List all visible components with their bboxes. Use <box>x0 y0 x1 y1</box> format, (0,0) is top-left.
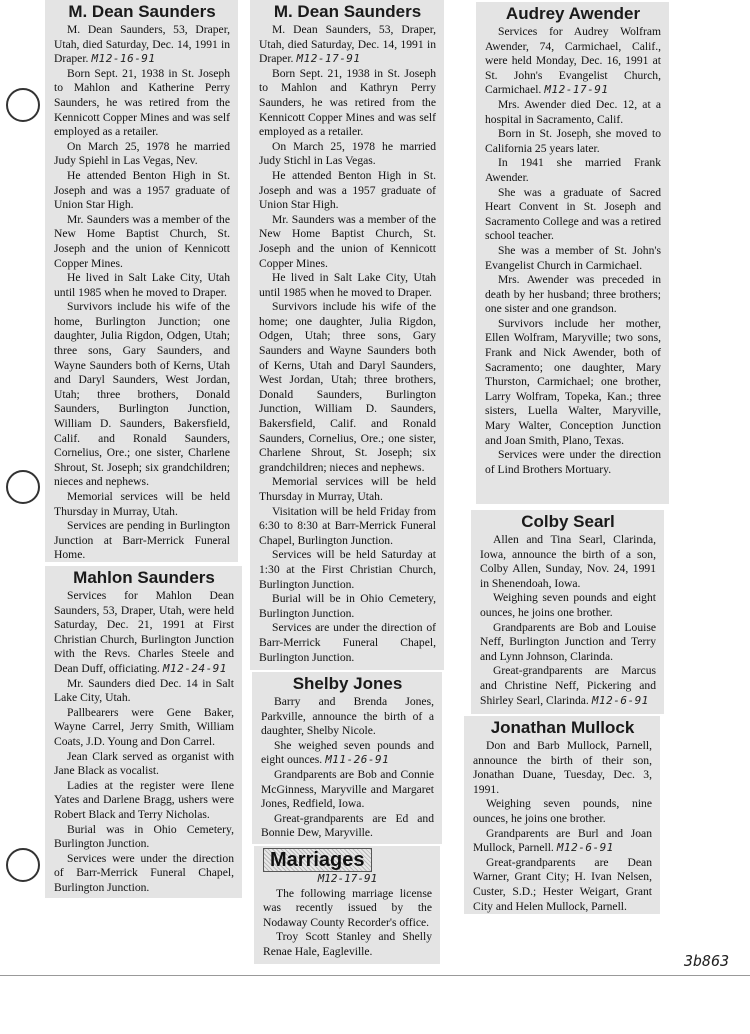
paragraph: Jean Clark served as organist with Jane Black as vocalist. <box>54 749 234 778</box>
paragraph: Survivors include her mother, Ellen Wolfram, Maryville; two sons, Frank and Nick Awender, both of Sacramento; one daughter, Mary Thurston, Carmichael; one brother, Larry Wolfram, Topeka, Kan.; three sisters, Luella Walter, Maryville, Mary Walter, Conception Junction and Joan Smith, Plano, Texas. <box>485 316 661 447</box>
binder-hole-bottom <box>6 848 40 882</box>
paragraph: On March 25, 1978 he married Judy Stichl in Las Vegas. <box>259 139 436 168</box>
paragraph: Memorial services will be held Thursday in Murray, Utah. <box>54 490 230 518</box>
paragraph: Services will be held Saturday at 1:30 at the First Christian Church, Burlington Junction. <box>259 548 436 591</box>
paragraph: The following marriage license was recently issued by the Nodaway County Recorder's office. <box>263 886 432 929</box>
clipping-heading: M. Dean Saunders <box>68 2 216 21</box>
paragraph: Mrs. Awender died Dec. 12, at a hospital in Sacramento, Calif. <box>485 97 661 126</box>
paragraph: Pallbearers were Gene Baker, Wayne Carrel, Jerry Smith, William Coats, J.D. Young and Don Carrel. <box>54 705 234 748</box>
paragraph: Barry and Brenda Jones, Parkville, announce the birth of a daughter, Shelby Nicole. <box>261 695 434 738</box>
marriages-heading-wrap <box>263 848 432 872</box>
paragraph: Mrs. Awender was preceded in death by her husband; three brothers; one sister and one grandson. <box>485 273 661 316</box>
paragraph: Weighing seven pounds and eight ounces, he joins one brother. <box>480 591 656 619</box>
paragraph: Mr. Saunders was a member of the New Home Baptist Church, St. Joseph and the union of Kennicott Copper Mines. <box>54 212 230 270</box>
paragraph: Mr. Saunders was a member of the New Home Baptist Church, St. Joseph and the union of Kennicott Copper Mines. <box>259 212 436 270</box>
clipping-heading: Marriages <box>263 848 372 872</box>
paragraph: Services were under the direction of Lind Brothers Mortuary. <box>485 448 661 476</box>
paragraph: Grandparents are Bob and Louise Neff, Burlington Junction and Terry and Lynn Johnson, Clarinda. <box>480 620 656 663</box>
paragraph: Burial was in Ohio Cemetery, Burlington Junction. <box>54 822 234 851</box>
paragraph: Grandparents are Burl and Joan Mullock, Parnell. M12-6-91 <box>473 826 652 855</box>
paragraph: M. Dean Saunders, 53, Draper, Utah, died Saturday, Dec. 14, 1991 in Draper. M12-16-91 <box>54 23 230 66</box>
clipping-heading: M. Dean Saunders <box>273 2 422 21</box>
paragraph: Allen and Tina Searl, Clarinda, Iowa, announce the birth of a son, Colby Allen, Sunday, Nov. 24, 1991 in Shenendoah, Iowa. <box>480 533 656 590</box>
paragraph: Services were under the direction of Barr-Merrick Funeral Chapel, Burlington Junction. <box>54 851 234 894</box>
paragraph: Survivors include his wife of the home, Burlington Junction; one daughter, Julia Rigdon, Odgen, Utah; three sons, Gary Saunders, and Wayne Saunders both of Kerns, Utah and Daryl Saunders, West Jordan, Utah; three brothers, Donald Saunders, Burlington Junction, William D. Saunders, Bakersfield, Calif. and Ronald Saunders, Cornelius, Ore.; one sister, Charlene Shrout, St. Joseph; six grandchildren; nieces and nephews. <box>54 300 230 489</box>
handwritten-date: M12-17-91 <box>544 83 609 97</box>
paragraph: Services for Mahlon Dean Saunders, 53, Draper, Utah, were held Saturday, Dec. 21, 1991 at First Christian Church, Burlington Junction with the Revs. Charles Steele and Dean Duff, officiating. M12-24-91 <box>54 589 234 675</box>
paragraph: Great-grandparents are Marcus and Christine Neff, Pickering and Shirley Searl, Clarinda. M12-6-91 <box>480 664 656 707</box>
paragraph: Visitation will be held Friday from 6:30 to 8:30 at Barr-Merrick Funeral Chapel, Burlington Junction. <box>259 504 436 547</box>
birth-announcement-shelby-jones <box>252 672 442 844</box>
paragraph: She was a graduate of Sacred Heart Convent in St. Joseph and Sacramento College and was a retired school teacher. <box>485 185 661 243</box>
paragraph: He lived in Salt Lake City, Utah until 1985 when he moved to Draper. <box>54 271 230 299</box>
handwritten-catalog-number: 3b863 <box>684 952 730 970</box>
obituary-dean-saunders-left <box>45 0 238 562</box>
paragraph: Born in St. Joseph, she moved to California 25 years later. <box>485 127 661 155</box>
paragraph: Great-grandparents are Ed and Bonnie Dew, Maryville. <box>261 811 434 840</box>
paragraph: M. Dean Saunders, 53, Draper, Utah, died Saturday, Dec. 14, 1991 in Draper. M12-17-91 <box>259 23 436 66</box>
handwritten-date: M12-24-91 <box>162 661 227 675</box>
paragraph: Survivors include his wife of the home; one daughter, Julia Rigdon, Odgen, Utah; three sons, Gary Saunders and Wayne Saunders both of Kerns, Utah and Daryl Saunders, West Jordan, Utah; three brothers, Donald Saunders, Burlington Junction, William D. Saunders, Bakersfield, Calif. and Ronald Saunders, Cornelius, Ore.; one sister, Charlene Shrout, St. Joseph; six grandchildren; nieces and nephews. <box>259 300 436 474</box>
handwritten-date: M12-16-91 <box>91 52 156 66</box>
clipping-heading: Jonathan Mullock <box>490 718 635 737</box>
birth-announcement-jonathan-mullock <box>464 716 660 914</box>
paragraph: She weighed seven pounds and eight ounces. M11-26-91 <box>261 738 434 767</box>
paragraph: He lived in Salt Lake City, Utah until 1985 when he moved to Draper. <box>259 271 436 299</box>
paragraph: Services for Audrey Wolfram Awender, 74, Carmichael, Calif., were held Monday, Dec. 16, 1991 at St. John's Evangelist Church, Carmichael. M12-17-91 <box>485 25 661 97</box>
paragraph: Services are under the direction of Barr-Merrick Funeral Chapel, Burlington Junction. <box>259 621 436 664</box>
paragraph: Memorial services will be held Thursday in Murray, Utah. <box>259 475 436 503</box>
clipping-heading: Colby Searl <box>521 512 615 531</box>
paragraph: He attended Benton High in St. Joseph and was a 1957 graduate of Union Star High. <box>54 168 230 212</box>
paragraph: Weighing seven pounds, nine ounces, he joins one brother. <box>473 797 652 825</box>
paragraph: Born Sept. 21, 1938 in St. Joseph to Mahlon and Kathryn Perry Saunders, he was retired from the Kennicott Copper Mines and was self employed as a retailer. <box>259 66 436 139</box>
page-bottom-edge <box>0 975 750 1034</box>
paragraph: On March 25, 1978 he married Judy Spiehl in Las Vegas, Nev. <box>54 139 230 168</box>
paragraph: Troy Scott Stanley and Shelly Renae Hale, Eagleville. <box>263 930 432 958</box>
paragraph: Don and Barb Mullock, Parnell, announce the birth of their son, Jonathan Duane, Tuesday, Dec. 3, 1991. <box>473 739 652 796</box>
handwritten-date: M11-26-91 <box>325 753 390 767</box>
binder-hole-top <box>6 88 40 122</box>
paragraph: Born Sept. 21, 1938 in St. Joseph to Mahlon and Katherine Perry Saunders, he was retired from the Kennicott Copper Mines and was self employed as a retailer. <box>54 66 230 139</box>
clipping-heading: Mahlon Saunders <box>73 568 215 587</box>
binder-hole-middle <box>6 470 40 504</box>
handwritten-date: M12-17-91 <box>317 872 378 885</box>
paragraph: In 1941 she married Frank Awender. <box>485 156 661 184</box>
marriages-notice <box>254 846 440 964</box>
clipping-heading: Audrey Awender <box>505 4 641 23</box>
paragraph: Ladies at the register were Ilene Yates and Darlene Bragg, ushers were Robert Black and Terry Nicholas. <box>54 778 234 821</box>
handwritten-date: M12-17-91 <box>296 52 361 66</box>
paragraph: He attended Benton High in St. Joseph and was a 1957 graduate of Union Star High. <box>259 168 436 212</box>
obituary-audrey-awender <box>476 2 669 504</box>
handwritten-date: M12-6-91 <box>556 841 614 855</box>
handwritten-date: M12-6-91 <box>591 693 649 707</box>
obituary-dean-saunders-middle <box>250 0 444 670</box>
paragraph: Grandparents are Bob and Connie McGinness, Maryville and Margaret Jones, Redfield, Iowa. <box>261 767 434 811</box>
paragraph: Burial will be in Ohio Cemetery, Burlington Junction. <box>259 592 436 620</box>
paragraph: Services are pending in Burlington Junction at Barr-Merrick Funeral Home. <box>54 519 230 562</box>
obituary-mahlon-saunders <box>45 566 242 898</box>
paragraph: Mr. Saunders died Dec. 14 in Salt Lake City, Utah. <box>54 676 234 705</box>
paragraph: Great-grandparents are Dean Warner, Grant City; H. Ivan Nelsen, Custer, S.D.; Hester Weigart, Grant City and Helen Mullock, Parnell. <box>473 855 652 913</box>
paragraph: She was a member of St. John's Evangelist Church in Carmichael. <box>485 243 661 272</box>
birth-announcement-colby-searl <box>471 510 664 714</box>
clipping-heading: Shelby Jones <box>292 674 403 693</box>
